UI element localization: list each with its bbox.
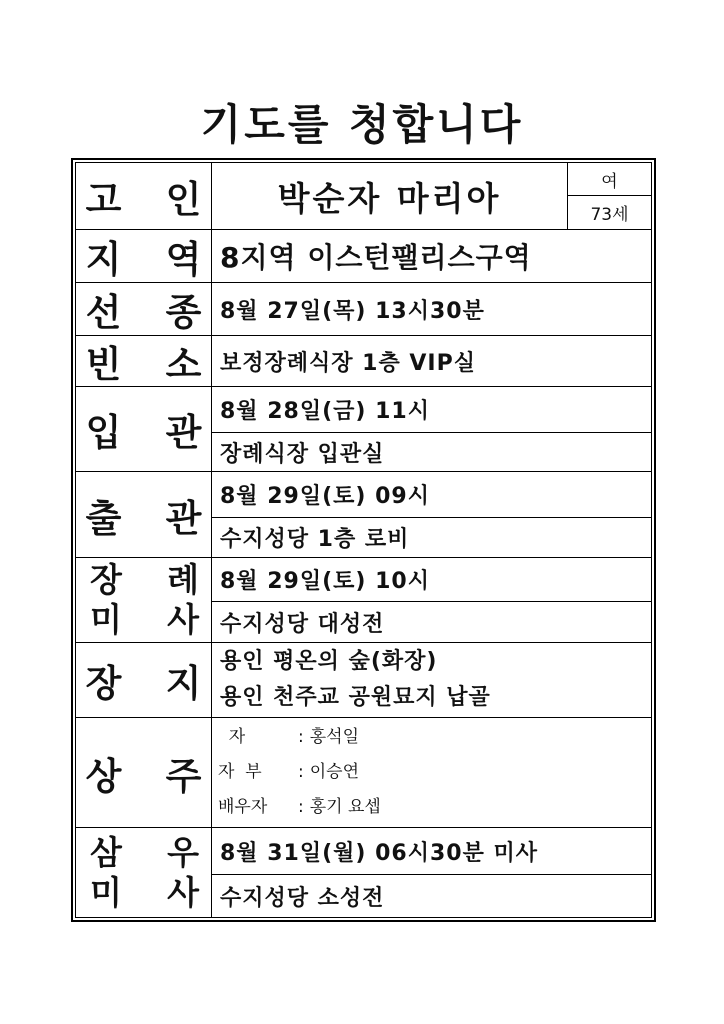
burial-places: [211, 642, 652, 718]
label-char: 미: [90, 872, 122, 912]
mourner-row: [218, 790, 381, 825]
encoffin-place: 장례식장 입관실: [211, 432, 652, 472]
label-char: 장: [90, 560, 122, 599]
third-day-mass-place: 수지성당 소성전: [211, 874, 652, 918]
label-funeral-mass: [75, 557, 212, 643]
label-char: 미: [90, 600, 122, 639]
label-char: 례: [167, 560, 199, 599]
label-char: 장: [85, 662, 122, 705]
label-char: 역: [165, 238, 202, 281]
label-char: 인: [165, 178, 202, 221]
funeral-mass-time: 8월 29일(토) 10시: [211, 557, 652, 602]
label-encoffin: [75, 386, 212, 472]
encoffin-time: 8월 28일(금) 11시: [211, 386, 652, 433]
label-char: 주: [165, 754, 202, 798]
mourner-name: 홍기 요셉: [309, 797, 381, 817]
mourner-row: [218, 720, 359, 755]
label-char: 종: [165, 291, 202, 334]
label-departure: [75, 471, 212, 558]
label-char: 고: [85, 178, 122, 221]
label-char: 소: [165, 343, 202, 386]
label-char: 관: [165, 496, 202, 540]
label-char: 우: [167, 832, 199, 872]
chief-mourners-list: [211, 717, 652, 828]
label-char: 선: [85, 291, 122, 334]
mourner-separator: :: [298, 727, 304, 747]
mourner-name: 이승연: [309, 762, 360, 782]
mourner-relation: 배우자: [218, 797, 268, 817]
label-char: 지: [165, 662, 202, 705]
label-chief-mourners: [75, 717, 212, 828]
mourner-separator: :: [298, 797, 304, 817]
label-burial: [75, 642, 212, 718]
region-value: 8지역 이스턴팰리스구역: [211, 229, 652, 283]
departure-place: 수지성당 1층 로비: [211, 517, 652, 558]
label-char: 출: [85, 496, 122, 540]
label-char: 상: [85, 754, 122, 798]
departure-time: 8월 29일(토) 09시: [211, 471, 652, 518]
third-day-mass-time: 8월 31일(월) 06시30분 미사: [211, 827, 652, 875]
label-third-day-mass: [75, 827, 212, 918]
mourner-name: 홍석일: [309, 727, 360, 747]
label-region: [75, 229, 212, 283]
label-char: 지: [85, 238, 122, 281]
label-death: [75, 282, 212, 336]
burial-line-1: 용인 평온의 숲(화장): [220, 649, 438, 674]
deceased-gender: 여: [567, 162, 652, 196]
death-datetime: 8월 27일(목) 13시30분: [211, 282, 652, 336]
deceased-name: 박순자 마리아: [211, 162, 568, 230]
label-char: 빈: [85, 343, 122, 386]
label-char: 관: [165, 411, 202, 454]
mourner-relation: 자 부: [218, 762, 262, 782]
mortuary-place: 보정장례식장 1층 VIP실: [211, 335, 652, 387]
label-char: 사: [167, 600, 199, 639]
funeral-mass-place: 수지성당 대성전: [211, 601, 652, 643]
label-deceased: [75, 162, 212, 230]
burial-line-2: 용인 천주교 공원묘지 납골: [220, 685, 491, 710]
label-char: 삼: [90, 832, 122, 872]
mourner-row: [218, 755, 359, 790]
label-char: 입: [85, 411, 122, 454]
deceased-age: 73세: [567, 195, 652, 230]
label-char: 사: [167, 872, 199, 912]
page-title: 기도를 청합니다: [200, 100, 524, 149]
mourner-separator: :: [298, 762, 304, 782]
mourner-relation: 자: [218, 727, 257, 747]
label-mortuary: [75, 335, 212, 387]
